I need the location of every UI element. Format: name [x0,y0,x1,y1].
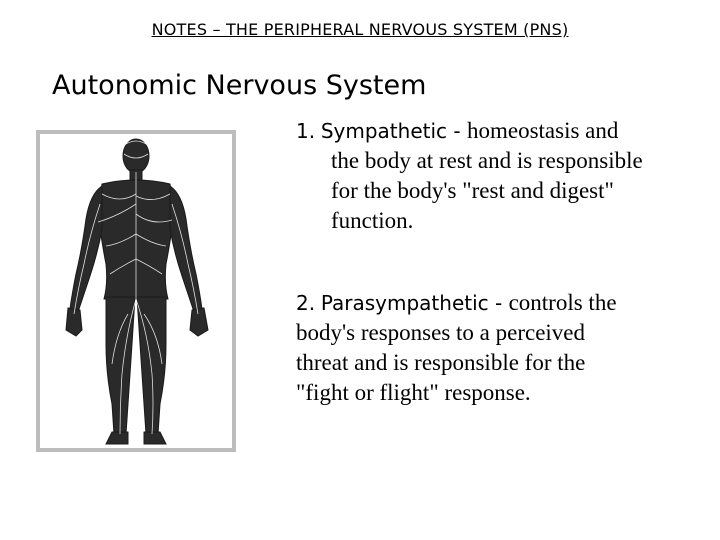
item-number: 1. [296,119,316,143]
notes-header: NOTES – THE PERIPHERAL NERVOUS SYSTEM (PNS) [151,20,569,39]
item-number: 2. [296,291,316,315]
item-label-parasympathetic: Parasympathetic - [320,291,509,315]
nervous-system-illustration [36,130,236,452]
item-description-line: body's responses to a perceived [296,320,586,345]
human-nervous-system-figure [40,134,232,448]
sympathetic-item [296,116,716,236]
item-description-line: homeostasis and [466,118,619,143]
item-description-line: controls the [508,290,617,315]
item-description-line: "fight or flight" response. [296,380,531,405]
section-title: Autonomic Nervous System [52,70,427,101]
item-description-line: for the body's "rest and digest" [331,178,614,203]
item-description-line: threat and is responsible for the [296,350,586,375]
item-description-line: function. [331,208,414,233]
parasympathetic-item [296,288,716,408]
item-label-sympathetic: Sympathetic - [320,119,467,143]
item-description-line: the body at rest and is responsible [331,148,643,173]
